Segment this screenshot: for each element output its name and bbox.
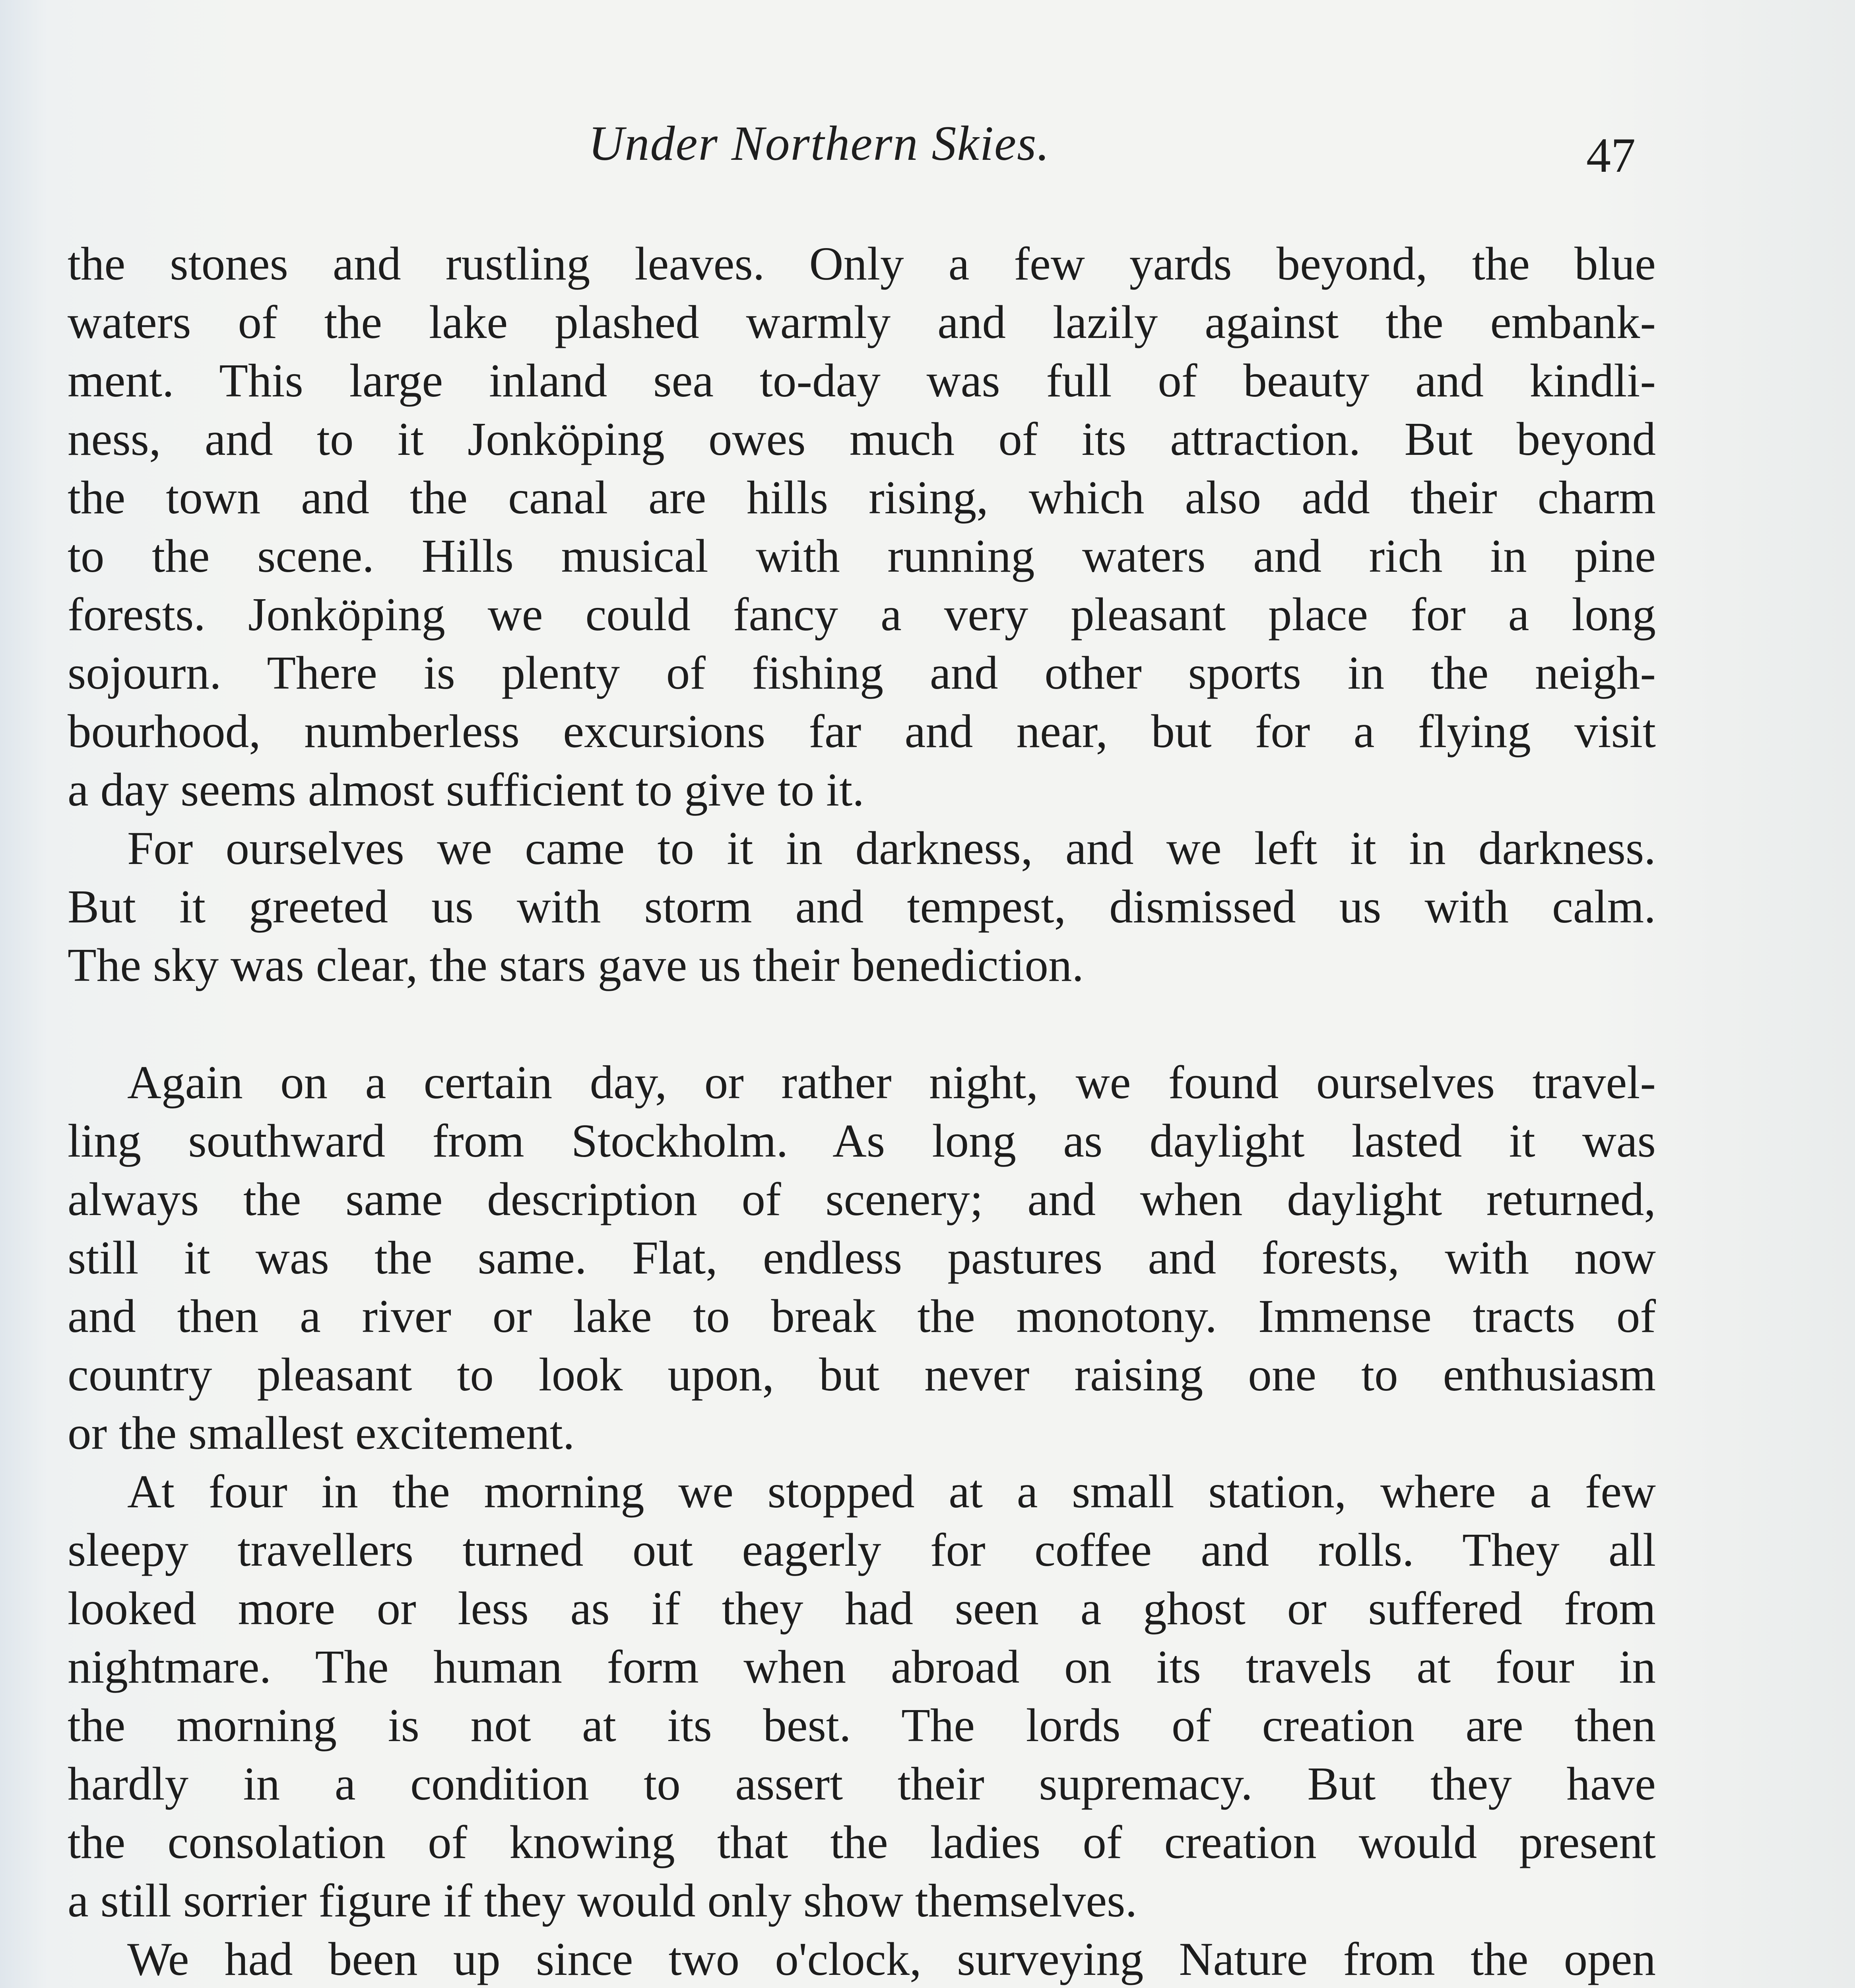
text-line: hardly in a condition to assert their supremacy. But they have [68, 1757, 1656, 1810]
text-line: bourhood, numberless excursions far and near, but for a flying visit [68, 705, 1656, 757]
text-line: But it greeted us with storm and tempest, dismissed us with calm. [68, 880, 1656, 933]
text-line: ling southward from Stockholm. As long as daylight lasted it was [68, 1114, 1656, 1167]
text-line: to the scene. Hills musical with running waters and rich in pine [68, 530, 1656, 582]
body-text [68, 235, 1656, 1988]
text-line: waters of the lake plashed warmly and lazily against the embank- [68, 296, 1656, 348]
text-line: nightmare. The human form when abroad on its travels at four in [68, 1640, 1656, 1693]
text-line: and then a river or lake to break the monotony. Immense tracts of [68, 1290, 1656, 1342]
text-line: Again on a certain day, or rather night, we found ourselves travel- [127, 1056, 1656, 1109]
paragraph [68, 1053, 1656, 1462]
text-line: the stones and rustling leaves. Only a few yards beyond, the blue [68, 237, 1656, 290]
text-line: country pleasant to look upon, but never raising one to enthusiasm [68, 1348, 1656, 1401]
text-line: the morning is not at its best. The lords of creation are then [68, 1699, 1656, 1751]
text-line: ness, and to it Jonköping owes much of its attraction. But beyond [68, 413, 1656, 465]
text-line: sleepy travellers turned out eagerly for coffee and rolls. They all [68, 1524, 1656, 1576]
text-line: sojourn. There is plenty of fishing and other sports in the neigh- [68, 646, 1656, 699]
paragraph [68, 1462, 1656, 1930]
text-line: For ourselves we came to it in darkness, and we left it in darkness. [127, 822, 1656, 874]
text-line: a day seems almost sufficient to give to it. [68, 763, 864, 816]
paragraph [68, 819, 1656, 994]
text-line: the town and the canal are hills rising, which also add their charm [68, 471, 1656, 524]
text-line: We had been up since two o'clock, surveying Nature from the open [127, 1933, 1656, 1985]
text-line: looked more or less as if they had seen a ghost or suffered from [68, 1582, 1656, 1635]
text-line: ment. This large inland sea to-day was full of beauty and kindli- [68, 354, 1656, 407]
paragraph [68, 235, 1656, 819]
page-number: 47 [1586, 128, 1636, 182]
section-break [68, 994, 1656, 1053]
running-title: Under Northern Skies. [588, 116, 1050, 171]
text-line: a still sorrier figure if they would only show themselves. [68, 1874, 1137, 1927]
text-line: the consolation of knowing that the ladies of creation would present [68, 1816, 1656, 1868]
text-line: still it was the same. Flat, endless pastures and forests, with now [68, 1231, 1656, 1284]
text-line: forests. Jonköping we could fancy a very pleasant place for a long [68, 588, 1656, 641]
text-line: The sky was clear, the stars gave us their benediction. [68, 939, 1084, 991]
text-line: always the same description of scenery; and when daylight returned, [68, 1173, 1656, 1225]
text-line: or the smallest excitement. [68, 1407, 575, 1459]
text-line: At four in the morning we stopped at a small station, where a few [127, 1465, 1656, 1518]
page-header [0, 107, 1855, 187]
paragraph [68, 1930, 1656, 1988]
